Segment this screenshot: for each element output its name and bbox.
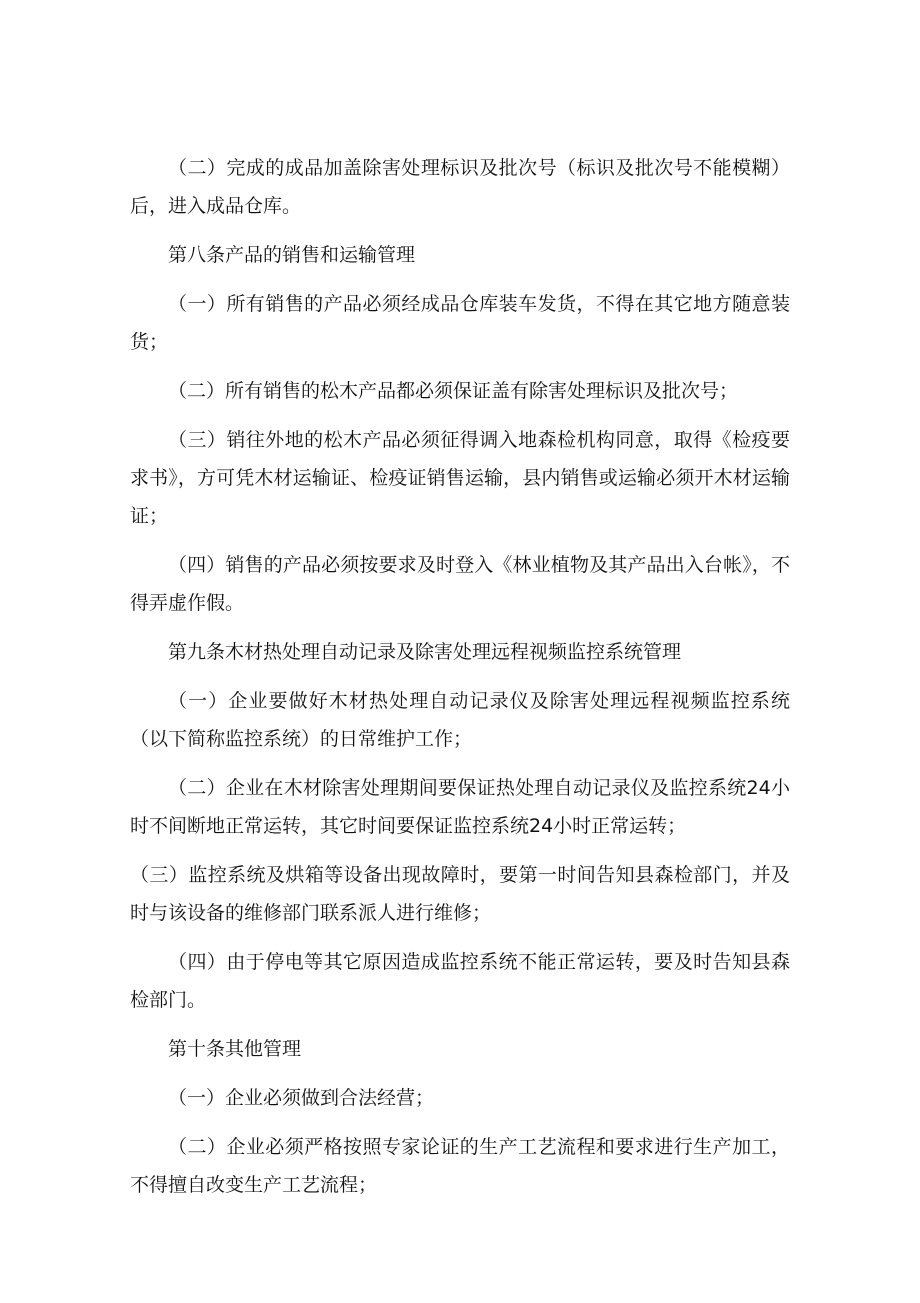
paragraph: 第十条其他管理 <box>168 1038 302 1060</box>
paragraph: （四）由于停电等其它原因造成监控系统不能正常运转，要及时告知县森检部门。 <box>130 951 790 1011</box>
paragraph: （一）企业必须做到合法经营； <box>168 1087 435 1109</box>
paragraph: （三）销往外地的松木产品必须征得调入地森检机构同意，取得《检疫要求书》，方可凭木材运输证、检疫证销售运输，县内销售或运输必须开木材运输证； <box>130 429 790 527</box>
paragraph: （二）所有销售的松木产品都必须保证盖有除害处理标识及批次号； <box>168 380 739 402</box>
paragraph: （四）销售的产品必须按要求及时登入《林业植物及其产品出入台帐》，不得弄虚作假。 <box>130 554 790 614</box>
paragraph: 第九条木材热处理自动记录及除害处理远程视频监控系统管理 <box>168 641 682 663</box>
paragraph: （二）企业必须严格按照专家论证的生产工艺流程和要求进行生产加工，不得擅自改变生产工艺流程； <box>130 1136 790 1196</box>
document-body <box>130 149 790 1215</box>
paragraph: （一）所有销售的产品必须经成品仓库装车发货，不得在其它地方随意装货； <box>130 293 790 353</box>
paragraph: 第八条产品的销售和运输管理 <box>168 244 416 266</box>
paragraph: （二）完成的成品加盖除害处理标识及批次号（标识及批次号不能模糊）后，进入成品仓库。 <box>130 157 790 217</box>
paragraph: （二）企业在木材除害处理期间要保证热处理自动记录仪及监控系统24小时不间断地正常运转，其它时间要保证监控系统24小时正常运转； <box>130 777 790 837</box>
paragraph: （一）企业要做好木材热处理自动记录仪及除害处理远程视频监控系统（以下简称监控系统）的日常维护工作； <box>130 690 790 750</box>
paragraph: （三）监控系统及烘箱等设备出现故障时，要第一时间告知县森检部门，并及时与该设备的维修部门联系派人进行维修； <box>130 864 790 924</box>
